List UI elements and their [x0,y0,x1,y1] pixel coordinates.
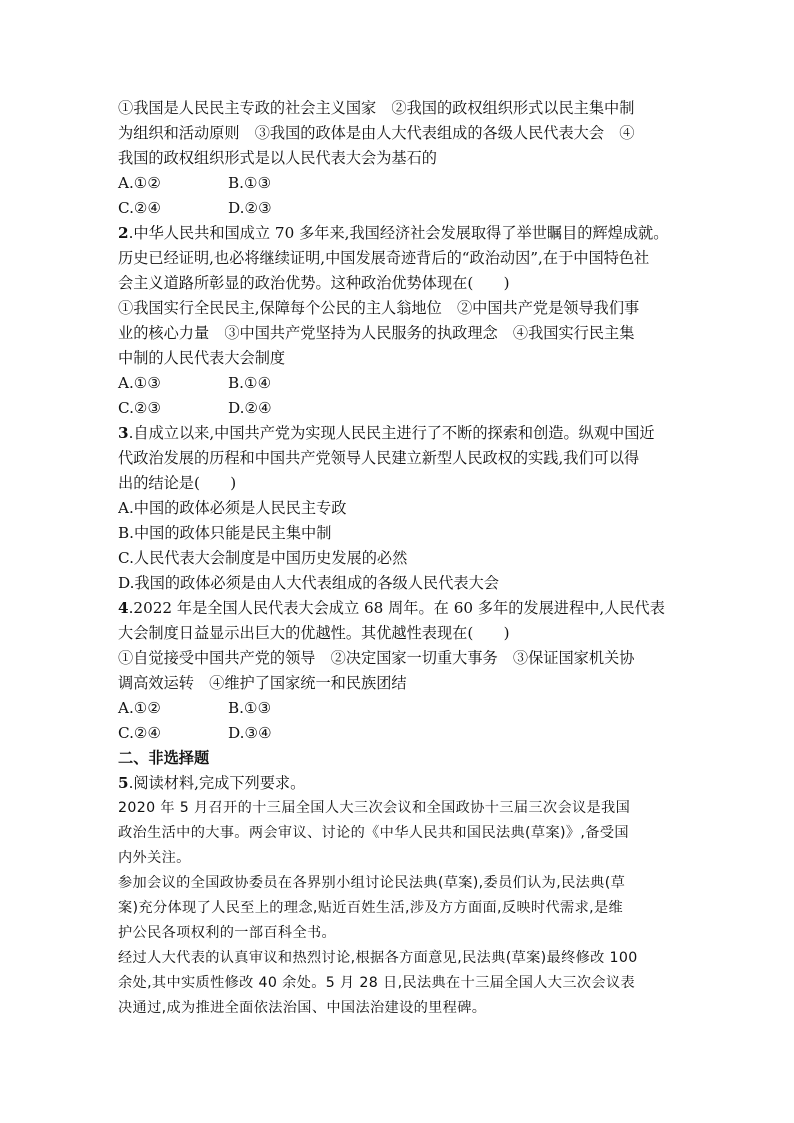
q4-option-a[interactable]: A.①② [118,699,162,717]
q1-options-row-2 [118,196,698,221]
q3-number: 3 [118,424,129,442]
q5-material-line-2: 政治生活中的大事。两会审议、讨论的《中华人民共和国民法典(草案)》,备受国 [118,825,629,841]
question-5 [118,771,698,1021]
q3-stem-line-3: 出的结论是( ) [118,474,237,492]
q4-stem-line-2: 大会制度日益显示出巨大的优越性。其优越性表现在( ) [118,624,510,642]
q5-material-line-4: 参加会议的全国政协委员在各界别小组讨论民法典(草案),委员们认为,民法典(草 [118,875,626,891]
q2-choice-line-2: 业的核心力量 ③中国共产党坚持为人民服务的执政理念 ④我国实行民主集 [118,324,635,342]
q2-stem-line-1 [118,221,698,246]
q5-material-line-8: 余处,其中实质性修改 40 余处。5 月 28 日,民法典在十三届全国人大三次会议表 [118,975,636,991]
q3-stem-line-1 [118,421,698,446]
q1-options-row-1 [118,171,698,196]
q3-option-d[interactable]: D.我国的政体必须是由人大代表组成的各级人民代表大会 [118,574,499,592]
q4-option-c[interactable]: C.②④ [118,724,162,742]
q2-stem-line-3: 会主义道路所彰显的政治优势。这种政治优势体现在( ) [118,274,510,292]
q5-material-line-9: 决通过,成为推进全面依法治国、中国法治建设的里程碑。 [118,1000,487,1016]
q5-stem-text: .阅读材料,完成下列要求。 [128,774,306,792]
exam-page [118,96,698,1021]
q5-material-line-7: 经过人大代表的认真审议和热烈讨论,根据各方面意见,民法典(草案)最终修改 100 [118,950,638,966]
q5-material [118,796,698,1021]
q2-choice-line-3: 中制的人民代表大会制度 [118,349,286,367]
q3-stem-text-1: .自成立以来,中国共产党为实现人民民主进行了不断的探索和创造。纵观中国近 [128,424,655,442]
question-4 [118,596,698,746]
q4-choice-line-2: 调高效运转 ④维护了国家统一和民族团结 [118,674,407,692]
q5-material-line-5: 案)充分体现了人民至上的理念,贴近百姓生活,涉及方方面面,反映时代需求,是维 [118,900,624,916]
q4-options-row-2 [118,721,698,746]
question-2 [118,221,698,421]
q2-options-row-1 [118,371,698,396]
q1-option-d[interactable]: D.②③ [228,199,272,217]
q4-stem-text-1: .2022 年是全国人民代表大会成立 68 周年。在 60 多年的发展进程中,人民代表 [128,599,665,617]
q5-material-line-1: 2020 年 5 月召开的十三届全国人大三次会议和全国政协十三届三次会议是我国 [118,800,631,816]
q2-choice-line-1: ①我国实行全民民主,保障每个公民的主人翁地位 ②中国共产党是领导我们事 [118,299,640,317]
q2-option-d[interactable]: D.②④ [228,399,272,417]
q2-option-c[interactable]: C.②③ [118,399,162,417]
q1-stem-line-3: 我国的政权组织形式是以人民代表大会为基石的 [118,149,437,167]
q4-number: 4 [118,599,129,617]
q5-material-line-6: 护公民各项权利的一部百科全书。 [118,925,337,941]
q2-stem-text-1: .中华人民共和国成立 70 多年来,我国经济社会发展取得了举世瞩目的辉煌成就。 [128,224,669,242]
q2-stem-line-2: 历史已经证明,也必将继续证明,中国发展奇迹背后的“政治动因”,在于中国特色社 [118,249,650,267]
q3-stem-line-2: 代政治发展的历程和中国共产党领导人民建立新型人民政权的实践,我们可以得 [118,449,640,467]
q2-number: 2 [118,224,129,242]
q3-option-b[interactable]: B.中国的政体只能是民主集中制 [118,524,332,542]
q4-options-row-1 [118,696,698,721]
q3-option-a[interactable]: A.中国的政体必须是人民民主专政 [118,499,347,517]
q1-option-a[interactable]: A.①② [118,174,162,192]
q2-option-b[interactable]: B.①④ [228,374,272,392]
q1-option-c[interactable]: C.②④ [118,199,162,217]
q2-option-a[interactable]: A.①③ [118,374,162,392]
question-3 [118,421,698,596]
q5-material-line-3: 内外关注。 [118,850,191,866]
q4-stem-line-1 [118,596,698,621]
q5-number: 5 [118,774,129,792]
q4-choice-line-1: ①自觉接受中国共产党的领导 ②决定国家一切重大事务 ③保证国家机关协 [118,649,635,667]
q3-option-c[interactable]: C.人民代表大会制度是中国历史发展的必然 [118,549,408,567]
q4-option-b[interactable]: B.①③ [228,699,272,717]
section-heading-non-choice: 二、非选择题 [118,749,210,767]
q1-option-b[interactable]: B.①③ [228,174,272,192]
q2-options-row-2 [118,396,698,421]
q4-option-d[interactable]: D.③④ [228,724,272,742]
question-1 [118,96,698,221]
q1-stem-line-2: 为组织和活动原则 ③我国的政体是由人大代表组成的各级人民代表大会 ④ [118,124,635,142]
q5-stem-line [118,771,698,796]
q1-stem-line-1: ①我国是人民民主专政的社会主义国家 ②我国的政权组织形式以民主集中制 [118,99,635,117]
